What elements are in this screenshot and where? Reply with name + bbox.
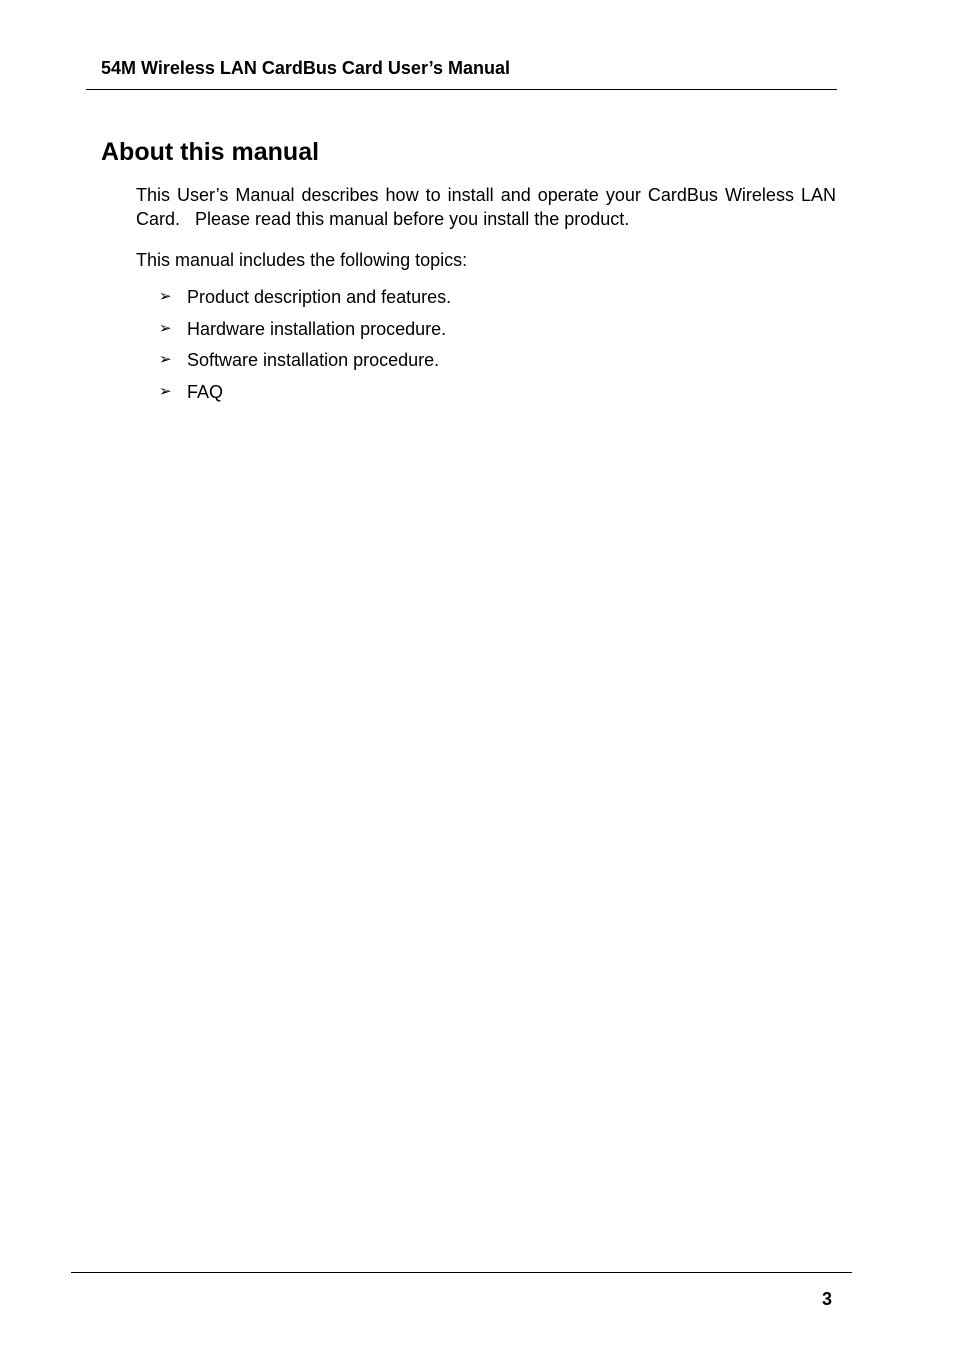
topic-label: Software installation procedure. [187, 350, 440, 371]
arrowhead-bullet-icon: ➢ [159, 351, 172, 369]
arrowhead-bullet-icon: ➢ [159, 288, 172, 305]
topics-intro: This manual includes the following topics: [136, 250, 468, 270]
running-header-title: 54M Wireless LAN CardBus Card User’s Manual [101, 58, 510, 78]
topic-label: Product description and features. [187, 287, 452, 307]
arrowhead-bullet-icon: ➢ [159, 319, 172, 337]
page-number: 3 [821, 1289, 832, 1309]
section-title: About this manual [101, 138, 320, 166]
arrowhead-bullet-icon: ➢ [159, 383, 172, 401]
footer-divider [71, 1272, 852, 1273]
intro-paragraph: This User’s Manual describes how to install and operate your CardBus Wireless LAN Card. Please read this manual before you install the product. [136, 185, 842, 229]
header-divider [86, 89, 837, 90]
topic-label: Hardware installation procedure. [187, 318, 447, 339]
topic-label: FAQ [187, 382, 224, 403]
